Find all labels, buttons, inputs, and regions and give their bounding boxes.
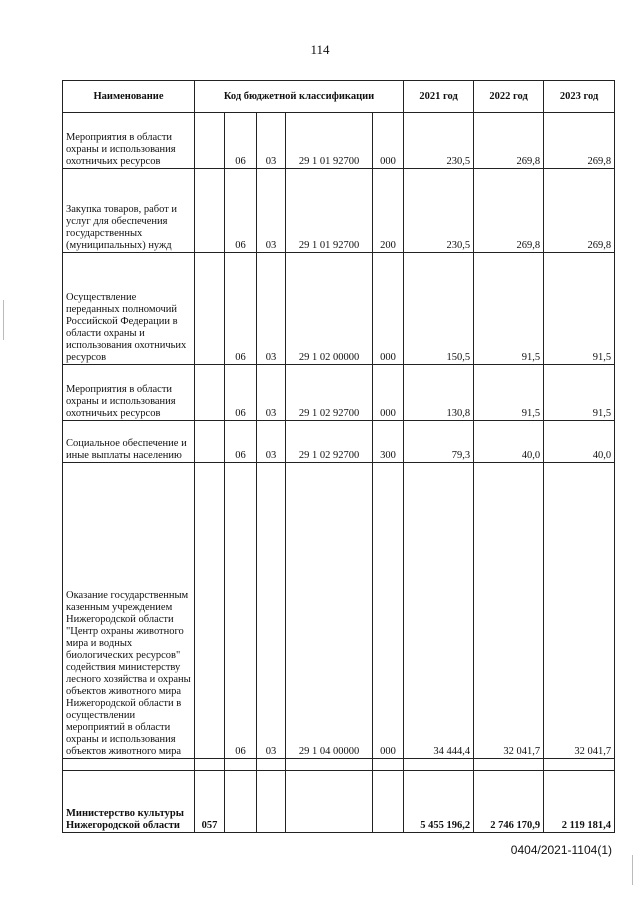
row-value-2021: 230,5 [404, 169, 474, 253]
table-row [63, 463, 615, 759]
row-value-2023 [544, 759, 615, 771]
row-code-admin [195, 253, 225, 365]
row-code-section: 06 [225, 421, 257, 463]
row-value-2021 [404, 759, 474, 771]
row-value-2022: 2 746 170,9 [474, 771, 544, 833]
row-value-2021: 150,5 [404, 253, 474, 365]
row-code-target: 29 1 01 92700 [286, 169, 373, 253]
row-code-target: 29 1 02 92700 [286, 421, 373, 463]
header-2022: 2022 год [474, 81, 544, 113]
row-code-admin [195, 113, 225, 169]
row-value-2022: 91,5 [474, 365, 544, 421]
row-code-section: 06 [225, 113, 257, 169]
row-code-section [225, 759, 257, 771]
row-value-2021: 79,3 [404, 421, 474, 463]
row-code-target: 29 1 01 92700 [286, 113, 373, 169]
row-value-2023: 2 119 181,4 [544, 771, 615, 833]
row-value-2022: 40,0 [474, 421, 544, 463]
row-code-expense-type [373, 771, 404, 833]
row-code-admin [195, 759, 225, 771]
row-code-target [286, 759, 373, 771]
header-name: Наименование [63, 81, 195, 113]
row-value-2022 [474, 759, 544, 771]
row-value-2021: 5 455 196,2 [404, 771, 474, 833]
row-code-admin [195, 463, 225, 759]
row-code-expense-type: 000 [373, 365, 404, 421]
row-code-subsection [257, 759, 286, 771]
row-value-2022: 269,8 [474, 169, 544, 253]
row-code-subsection: 03 [257, 253, 286, 365]
table-row [63, 253, 615, 365]
scan-artifact-right [632, 855, 633, 885]
header-code: Код бюджетной классификации [195, 81, 404, 113]
row-value-2021: 230,5 [404, 113, 474, 169]
row-code-expense-type: 200 [373, 169, 404, 253]
page-number: 114 [310, 42, 330, 57]
table-row [63, 169, 615, 253]
row-name: Оказание государственным казенным учреждением Нижегородской области "Центр охраны животного мира и водных биологических ресурсов" содействия министерству лесного хозяйства и охраны объектов животного мира Нижегородской области в осуществлении мероприятий в области охраны и использования объектов животного мира [63, 463, 195, 759]
row-code-section: 06 [225, 463, 257, 759]
header-2023: 2023 год [544, 81, 615, 113]
row-value-2021: 34 444,4 [404, 463, 474, 759]
header-2021: 2021 год [404, 81, 474, 113]
row-code-section: 06 [225, 253, 257, 365]
row-code-subsection: 03 [257, 463, 286, 759]
row-value-2023: 40,0 [544, 421, 615, 463]
row-value-2022: 91,5 [474, 253, 544, 365]
table-header-row [63, 81, 615, 113]
row-value-2022: 269,8 [474, 113, 544, 169]
row-code-target: 29 1 02 92700 [286, 365, 373, 421]
row-code-subsection: 03 [257, 113, 286, 169]
row-value-2023: 32 041,7 [544, 463, 615, 759]
table-row [63, 759, 615, 771]
row-code-admin [195, 169, 225, 253]
row-code-section: 06 [225, 365, 257, 421]
row-name: Мероприятия в области охраны и использования охотничьих ресурсов [63, 365, 195, 421]
row-code-subsection [257, 771, 286, 833]
table-row [63, 365, 615, 421]
row-name: Мероприятия в области охраны и использования охотничьих ресурсов [63, 113, 195, 169]
row-code-subsection: 03 [257, 365, 286, 421]
row-code-section: 06 [225, 169, 257, 253]
row-value-2023: 91,5 [544, 253, 615, 365]
row-name [63, 759, 195, 771]
row-code-subsection: 03 [257, 169, 286, 253]
row-value-2022: 32 041,7 [474, 463, 544, 759]
row-name: Министерство культуры Нижегородской области [63, 771, 195, 833]
budget-table [62, 80, 615, 833]
row-value-2023: 91,5 [544, 365, 615, 421]
row-value-2023: 269,8 [544, 169, 615, 253]
row-code-section [225, 771, 257, 833]
scan-artifact-left [3, 300, 4, 340]
row-value-2023: 269,8 [544, 113, 615, 169]
row-code-expense-type [373, 759, 404, 771]
row-code-subsection: 03 [257, 421, 286, 463]
row-code-target [286, 771, 373, 833]
row-code-target: 29 1 04 00000 [286, 463, 373, 759]
row-code-expense-type: 300 [373, 421, 404, 463]
table-row [63, 113, 615, 169]
row-code-expense-type: 000 [373, 253, 404, 365]
row-name: Осуществление переданных полномочий Российской Федерации в области охраны и использования охотничьих ресурсов [63, 253, 195, 365]
row-name: Социальное обеспечение и иные выплаты населению [63, 421, 195, 463]
document-reference: 0404/2021-1104(1) [510, 843, 612, 857]
row-code-expense-type: 000 [373, 113, 404, 169]
row-name: Закупка товаров, работ и услуг для обеспечения государственных (муниципальных) нужд [63, 169, 195, 253]
table-body [63, 113, 615, 833]
row-code-target: 29 1 02 00000 [286, 253, 373, 365]
row-code-admin: 057 [195, 771, 225, 833]
table-row [63, 771, 615, 833]
row-code-admin [195, 421, 225, 463]
row-value-2021: 130,8 [404, 365, 474, 421]
table-row [63, 421, 615, 463]
row-code-admin [195, 365, 225, 421]
row-code-expense-type: 000 [373, 463, 404, 759]
